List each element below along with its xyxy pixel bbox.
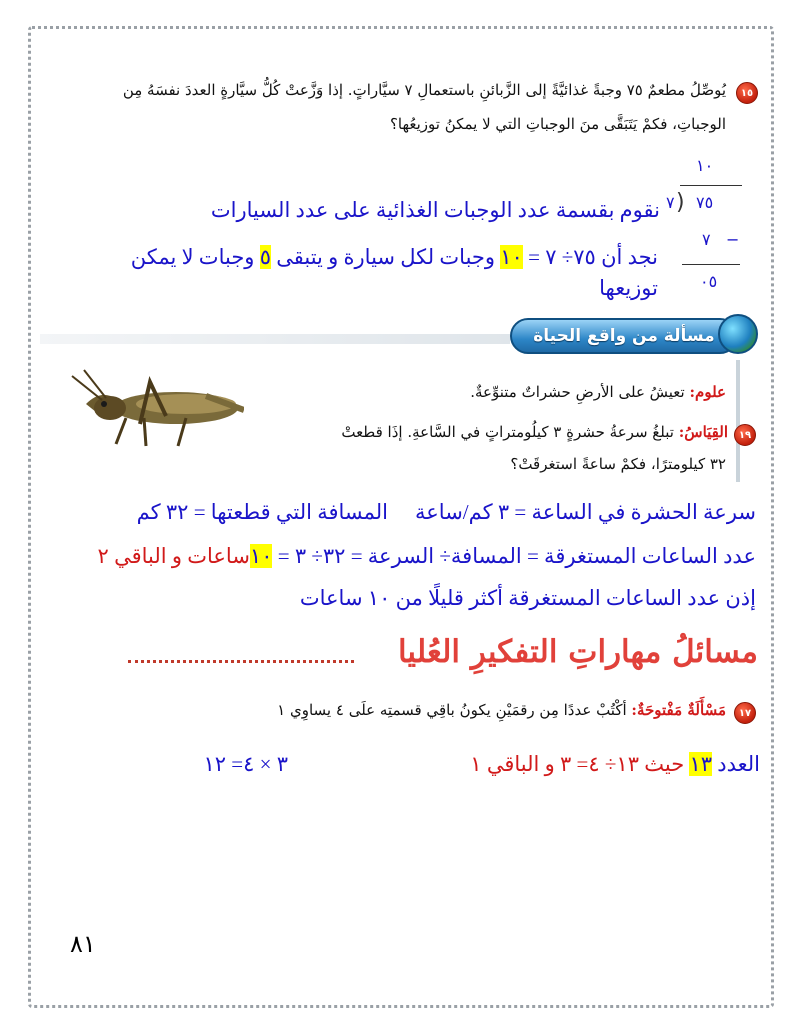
grasshopper-icon xyxy=(66,364,244,452)
banner-rule xyxy=(40,334,510,344)
division-dividend: ٧٥ xyxy=(696,193,714,212)
answer-15-line-1: نقوم بقسمة عدد الوجبات الغذائية على عدد السيارات xyxy=(210,198,660,222)
hours-calc-prefix: عدد الساعات المستغرقة = المسافة÷ السرعة = ٣٢÷ ٣ = xyxy=(277,544,756,568)
science-keyword: القِيَاسُ: xyxy=(678,423,728,441)
open-problem-question: أكْتُبْ عددًا مِن رقمَيْنِ يكونُ باقِي قسمتِه علَى ٤ يساوِي ١ xyxy=(277,701,627,719)
science-label: علوم: xyxy=(689,383,726,401)
problem-number-badge: ١٩ xyxy=(734,424,756,446)
division-subtract-line xyxy=(682,264,740,265)
answer-prefix: العدد xyxy=(717,752,760,776)
real-life-banner xyxy=(510,318,738,354)
problem-number-badge: ١٥ xyxy=(736,82,758,104)
division-bracket: ) xyxy=(676,190,685,215)
answer-15-line-3: توزيعها xyxy=(599,276,658,300)
answer-number: ١٣ xyxy=(689,752,712,776)
division-bar xyxy=(680,185,742,186)
hours-conclusion: إذن عدد الساعات المستغرقة أكثر قليلًا من ١٠ ساعات xyxy=(299,586,756,610)
open-problem-answer xyxy=(470,752,760,777)
problem-15-line-1: يُوصِّلُ مطعمٌ ٧٥ وجبةً غذائيَّةً إلى الزَّبائنِ باستعمالِ ٧ سيَّاراتٍ. إذا وَزَّعتْ كُلُّ سيَّارةٍ العددَ نفسَهُ مِن xyxy=(122,81,726,99)
hours-calc-quotient: ١٠ xyxy=(249,544,273,568)
speed-answer: سرعة الحشرة في الساعة = ٣ كم/ساعة xyxy=(415,500,756,524)
open-problem-keyword: مَسْأَلَةٌ مَفْتوحَةٌ: xyxy=(631,701,726,719)
science-problem-line-1 xyxy=(341,418,728,446)
check-multiplication: ٣ × ٤= ١٢ xyxy=(203,752,288,776)
science-intro-line xyxy=(470,378,726,406)
division-minus: − xyxy=(726,230,740,249)
science-line-1: تبلغُ سرعةُ حشرةٍ ٣ كيلُومتراتٍ في السَّاعةِ. إذَا قطعتْ xyxy=(341,423,674,441)
globe-icon xyxy=(718,314,758,354)
problem-number-badge: ١٧ xyxy=(734,702,756,724)
division-divisor: ٧ xyxy=(666,193,675,212)
banner-title: مسألة من واقع الحياة xyxy=(533,326,715,346)
answer-15-mid: وجبات لكل سيارة و يتبقى xyxy=(276,245,496,269)
answer-15-eq: نجد أن ٧٥÷ ٧ = xyxy=(528,245,658,269)
answer-rest: حيث ١٣÷ ٤= ٣ و الباقي ١ xyxy=(470,752,685,776)
answer-15-remainder: ٥ xyxy=(259,245,271,269)
higher-thinking-title: مسائلُ مهاراتِ التفكيرِ العُليا xyxy=(397,634,758,670)
answer-15-suffix: وجبات لا يمكن xyxy=(130,245,255,269)
science-intro: تعيشُ على الأرضِ حشراتٌ متنوِّعةٌ. xyxy=(470,383,685,401)
hours-calc-suffix: ساعات و الباقي ٢ xyxy=(97,544,250,568)
distance-answer: المسافة التي قطعتها = ٣٢ كم xyxy=(136,500,388,524)
answer-15-quotient: ١٠ xyxy=(500,245,523,269)
answer-15-line-2 xyxy=(131,245,658,270)
division-quotient: ١٠ xyxy=(696,156,714,175)
hours-calc-line xyxy=(98,544,756,569)
division-remainder: ٠٥ xyxy=(700,272,718,291)
division-product: ٧ xyxy=(702,230,711,249)
section-side-rule xyxy=(736,360,740,482)
page-number: ٨١ xyxy=(70,930,96,958)
problem-15-line-2: الوجباتِ، فكمْ يَتَبَقَّى منَ الوجباتِ التي لا يمكنُ توزيعُها؟ xyxy=(389,115,726,133)
open-problem-line xyxy=(277,696,726,724)
science-problem-line-2: ٣٢ كيلومترًا، فكمْ ساعةً استغرقَتْ؟ xyxy=(510,455,726,473)
title-dotted-rule xyxy=(128,660,354,663)
